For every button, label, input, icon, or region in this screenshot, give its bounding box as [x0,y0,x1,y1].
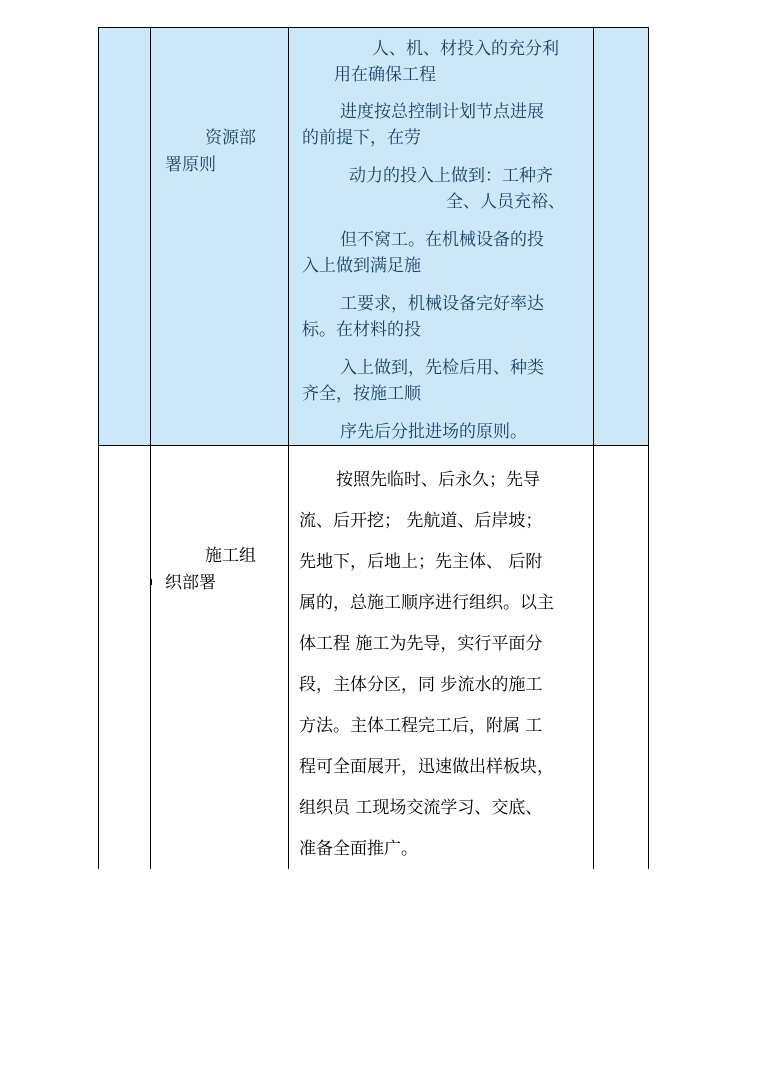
content-line: 准备全面推广。 [299,839,418,859]
paragraph-line: 入上做到，先检后用、种类 [340,358,544,378]
paragraph-line: 的前提下，在劳 [302,128,421,148]
column-divider [288,446,289,869]
content-paragraph [300,291,590,343]
paragraph-line: 工要求，机械设备完好率达 [340,294,544,314]
paragraph-line: 动力的投入上做到：工种齐 [349,166,553,186]
document-table [98,27,649,869]
row-content [300,36,590,445]
row-label-line: 施工组 [205,546,256,566]
content-line: 按照先临时、后永久；先导 [336,470,540,490]
content-line: 属的，总施工顺序进行组织。以主 [299,593,554,613]
paragraph-line: 但不窝工。在机械设备的投 [340,230,544,250]
row-label-line: 资源部 [205,128,256,148]
paragraph-line: 全、人员充裕、 [446,192,565,212]
content-line: 组织员 工现场交流学习、交底、 [299,798,543,818]
column-divider [288,28,289,445]
column-divider [150,446,151,869]
content-line: 段，主体分区，同 步流水的施工 [299,675,543,695]
content-paragraph [300,99,590,151]
row-label [165,125,285,179]
content-line: 体工程 施工为先导，实行平面分 [299,634,543,654]
paragraph-line: 进度按总控制计划节点进展 [340,102,544,122]
paragraph-line: 用在确保工程 [334,65,436,85]
content-paragraph [300,227,590,279]
column-divider [150,28,151,445]
column-divider [593,446,594,869]
content-line: 方法。主体工程完工后，附属 工 [299,716,543,736]
paragraph-line: 人、机、材投入的充分利 [372,39,559,59]
table-row-resource-principle [99,28,648,445]
row-label [165,543,285,597]
paragraph-line: 标。在材料的投 [302,320,421,340]
content-paragraph [300,419,590,445]
content-line: 程可全面展开，迅速做出样板块， [299,757,554,777]
content-line: 流、后开挖； 先航道、后岸坡； [299,511,543,531]
row-content [299,460,591,870]
content-paragraph [300,355,590,407]
divider-mark [150,579,152,585]
row-label-line: 署原则 [165,155,216,175]
content-paragraph [300,36,590,88]
paragraph-line: 齐全，按施工顺 [302,384,421,404]
paragraph-line: 序先后分批进场的原则。 [340,422,527,442]
column-divider [593,28,594,445]
table-row-construction-organization [99,445,648,869]
content-line: 先地下，后地上；先主体、 后附 [299,552,543,572]
content-paragraph [300,163,590,215]
paragraph-line: 入上做到满足施 [302,256,421,276]
row-label-line: 织部署 [165,573,216,593]
